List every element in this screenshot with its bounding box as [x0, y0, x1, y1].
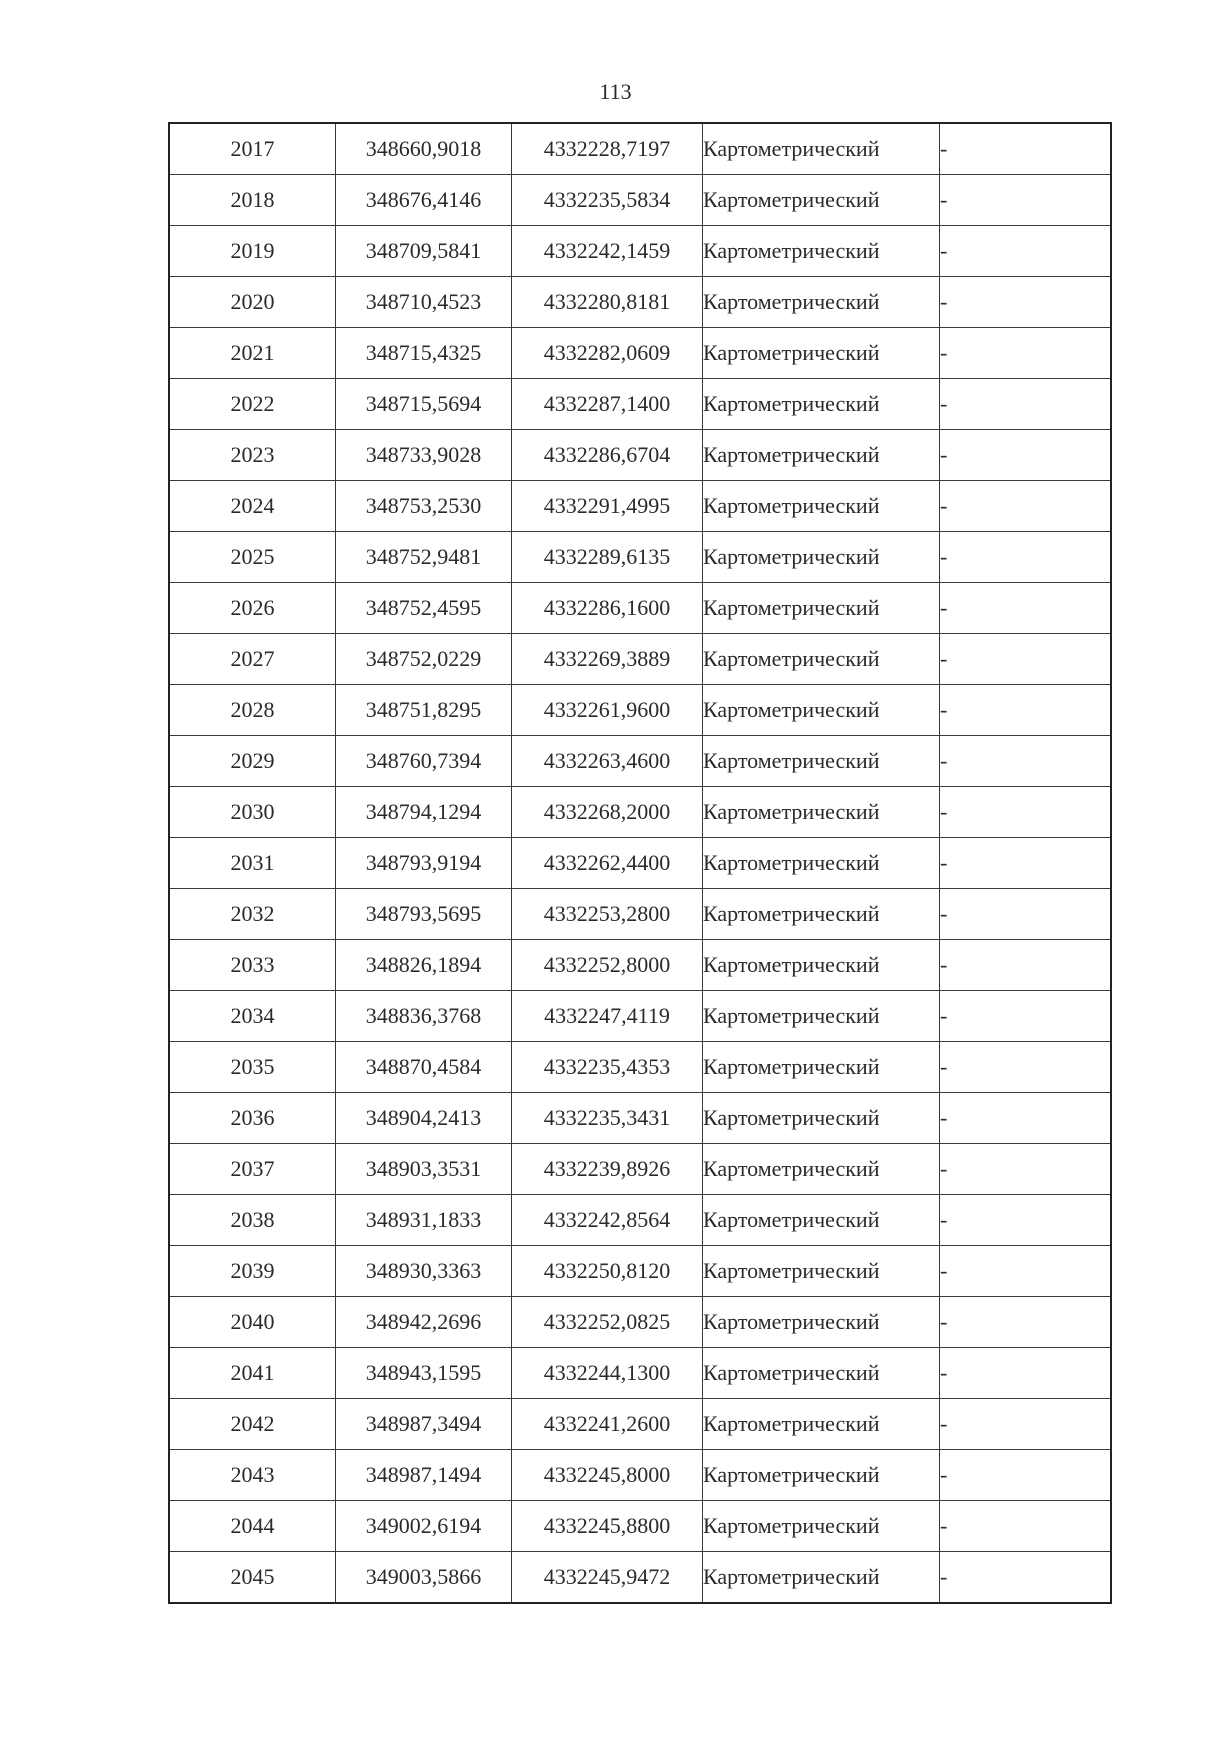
error-cell: -	[940, 175, 1112, 226]
method-cell: Картометрический	[703, 736, 940, 787]
coordinates-table-body	[169, 123, 1111, 1603]
y-coordinate-cell: 4332235,5834	[512, 175, 703, 226]
x-coordinate-cell: 348710,4523	[336, 277, 512, 328]
x-coordinate-cell: 348760,7394	[336, 736, 512, 787]
y-coordinate-cell: 4332245,8000	[512, 1450, 703, 1501]
table-row	[169, 940, 1111, 991]
point-number-cell: 2018	[169, 175, 336, 226]
error-cell: -	[940, 277, 1112, 328]
x-coordinate-cell: 348836,3768	[336, 991, 512, 1042]
x-coordinate-cell: 348794,1294	[336, 787, 512, 838]
x-coordinate-cell: 348793,5695	[336, 889, 512, 940]
y-coordinate-cell: 4332286,1600	[512, 583, 703, 634]
method-cell: Картометрический	[703, 1144, 940, 1195]
error-cell: -	[940, 1501, 1112, 1552]
x-coordinate-cell: 348826,1894	[336, 940, 512, 991]
method-cell: Картометрический	[703, 1195, 940, 1246]
table-row	[169, 328, 1111, 379]
method-cell: Картометрический	[703, 1297, 940, 1348]
x-coordinate-cell: 348870,4584	[336, 1042, 512, 1093]
point-number-cell: 2035	[169, 1042, 336, 1093]
x-coordinate-cell: 348903,3531	[336, 1144, 512, 1195]
x-coordinate-cell: 348751,8295	[336, 685, 512, 736]
table-row	[169, 1552, 1111, 1604]
x-coordinate-cell: 348987,3494	[336, 1399, 512, 1450]
point-number-cell: 2042	[169, 1399, 336, 1450]
method-cell: Картометрический	[703, 787, 940, 838]
y-coordinate-cell: 4332239,8926	[512, 1144, 703, 1195]
point-number-cell: 2031	[169, 838, 336, 889]
error-cell: -	[940, 1093, 1112, 1144]
x-coordinate-cell: 348709,5841	[336, 226, 512, 277]
point-number-cell: 2038	[169, 1195, 336, 1246]
y-coordinate-cell: 4332289,6135	[512, 532, 703, 583]
error-cell: -	[940, 1399, 1112, 1450]
method-cell: Картометрический	[703, 634, 940, 685]
error-cell: -	[940, 379, 1112, 430]
method-cell: Картометрический	[703, 838, 940, 889]
error-cell: -	[940, 787, 1112, 838]
table-row	[169, 1246, 1111, 1297]
table-row	[169, 1297, 1111, 1348]
table-row	[169, 1195, 1111, 1246]
point-number-cell: 2036	[169, 1093, 336, 1144]
x-coordinate-cell: 348904,2413	[336, 1093, 512, 1144]
table-row	[169, 583, 1111, 634]
table-row	[169, 1042, 1111, 1093]
method-cell: Картометрический	[703, 889, 940, 940]
y-coordinate-cell: 4332228,7197	[512, 123, 703, 175]
x-coordinate-cell: 348930,3363	[336, 1246, 512, 1297]
error-cell: -	[940, 1450, 1112, 1501]
error-cell: -	[940, 991, 1112, 1042]
error-cell: -	[940, 889, 1112, 940]
y-coordinate-cell: 4332242,1459	[512, 226, 703, 277]
x-coordinate-cell: 348987,1494	[336, 1450, 512, 1501]
table-row	[169, 1144, 1111, 1195]
method-cell: Картометрический	[703, 481, 940, 532]
y-coordinate-cell: 4332287,1400	[512, 379, 703, 430]
x-coordinate-cell: 348715,4325	[336, 328, 512, 379]
table-row	[169, 1093, 1111, 1144]
method-cell: Картометрический	[703, 685, 940, 736]
x-coordinate-cell: 349003,5866	[336, 1552, 512, 1604]
table-row	[169, 736, 1111, 787]
y-coordinate-cell: 4332286,6704	[512, 430, 703, 481]
error-cell: -	[940, 736, 1112, 787]
point-number-cell: 2044	[169, 1501, 336, 1552]
error-cell: -	[940, 532, 1112, 583]
point-number-cell: 2040	[169, 1297, 336, 1348]
y-coordinate-cell: 4332282,0609	[512, 328, 703, 379]
y-coordinate-cell: 4332245,9472	[512, 1552, 703, 1604]
y-coordinate-cell: 4332244,1300	[512, 1348, 703, 1399]
table-row	[169, 123, 1111, 175]
point-number-cell: 2025	[169, 532, 336, 583]
x-coordinate-cell: 349002,6194	[336, 1501, 512, 1552]
y-coordinate-cell: 4332261,9600	[512, 685, 703, 736]
table-row	[169, 277, 1111, 328]
error-cell: -	[940, 1348, 1112, 1399]
table-row	[169, 787, 1111, 838]
table-row	[169, 1348, 1111, 1399]
table-row	[169, 991, 1111, 1042]
method-cell: Картометрический	[703, 583, 940, 634]
method-cell: Картометрический	[703, 123, 940, 175]
method-cell: Картометрический	[703, 1450, 940, 1501]
x-coordinate-cell: 348793,9194	[336, 838, 512, 889]
point-number-cell: 2017	[169, 123, 336, 175]
error-cell: -	[940, 226, 1112, 277]
method-cell: Картометрический	[703, 532, 940, 583]
y-coordinate-cell: 4332268,2000	[512, 787, 703, 838]
point-number-cell: 2022	[169, 379, 336, 430]
point-number-cell: 2045	[169, 1552, 336, 1604]
method-cell: Картометрический	[703, 175, 940, 226]
error-cell: -	[940, 634, 1112, 685]
point-number-cell: 2023	[169, 430, 336, 481]
point-number-cell: 2028	[169, 685, 336, 736]
method-cell: Картометрический	[703, 226, 940, 277]
error-cell: -	[940, 685, 1112, 736]
y-coordinate-cell: 4332247,4119	[512, 991, 703, 1042]
point-number-cell: 2030	[169, 787, 336, 838]
method-cell: Картометрический	[703, 991, 940, 1042]
y-coordinate-cell: 4332253,2800	[512, 889, 703, 940]
y-coordinate-cell: 4332252,0825	[512, 1297, 703, 1348]
method-cell: Картометрический	[703, 1552, 940, 1604]
x-coordinate-cell: 348752,4595	[336, 583, 512, 634]
y-coordinate-cell: 4332235,4353	[512, 1042, 703, 1093]
x-coordinate-cell: 348676,4146	[336, 175, 512, 226]
table-row	[169, 481, 1111, 532]
y-coordinate-cell: 4332235,3431	[512, 1093, 703, 1144]
error-cell: -	[940, 1297, 1112, 1348]
method-cell: Картометрический	[703, 328, 940, 379]
table-row	[169, 1501, 1111, 1552]
method-cell: Картометрический	[703, 1501, 940, 1552]
error-cell: -	[940, 481, 1112, 532]
table-row	[169, 379, 1111, 430]
table-row	[169, 1399, 1111, 1450]
x-coordinate-cell: 348660,9018	[336, 123, 512, 175]
point-number-cell: 2026	[169, 583, 336, 634]
x-coordinate-cell: 348931,1833	[336, 1195, 512, 1246]
table-row	[169, 889, 1111, 940]
point-number-cell: 2019	[169, 226, 336, 277]
point-number-cell: 2037	[169, 1144, 336, 1195]
error-cell: -	[940, 430, 1112, 481]
x-coordinate-cell: 348752,9481	[336, 532, 512, 583]
method-cell: Картометрический	[703, 1246, 940, 1297]
point-number-cell: 2020	[169, 277, 336, 328]
x-coordinate-cell: 348715,5694	[336, 379, 512, 430]
table-row	[169, 430, 1111, 481]
table-row	[169, 175, 1111, 226]
page-number: 113	[599, 79, 632, 104]
point-number-cell: 2021	[169, 328, 336, 379]
method-cell: Картометрический	[703, 430, 940, 481]
error-cell: -	[940, 1246, 1112, 1297]
point-number-cell: 2032	[169, 889, 336, 940]
y-coordinate-cell: 4332242,8564	[512, 1195, 703, 1246]
table-row	[169, 532, 1111, 583]
method-cell: Картометрический	[703, 1093, 940, 1144]
point-number-cell: 2033	[169, 940, 336, 991]
point-number-cell: 2041	[169, 1348, 336, 1399]
table-row	[169, 1450, 1111, 1501]
error-cell: -	[940, 940, 1112, 991]
point-number-cell: 2039	[169, 1246, 336, 1297]
y-coordinate-cell: 4332262,4400	[512, 838, 703, 889]
y-coordinate-cell: 4332269,3889	[512, 634, 703, 685]
error-cell: -	[940, 838, 1112, 889]
error-cell: -	[940, 583, 1112, 634]
error-cell: -	[940, 1144, 1112, 1195]
table-row	[169, 838, 1111, 889]
y-coordinate-cell: 4332245,8800	[512, 1501, 703, 1552]
y-coordinate-cell: 4332241,2600	[512, 1399, 703, 1450]
coordinates-table	[168, 122, 1112, 1604]
error-cell: -	[940, 1552, 1112, 1604]
x-coordinate-cell: 348943,1595	[336, 1348, 512, 1399]
method-cell: Картометрический	[703, 379, 940, 430]
error-cell: -	[940, 1042, 1112, 1093]
y-coordinate-cell: 4332263,4600	[512, 736, 703, 787]
point-number-cell: 2029	[169, 736, 336, 787]
y-coordinate-cell: 4332291,4995	[512, 481, 703, 532]
point-number-cell: 2027	[169, 634, 336, 685]
y-coordinate-cell: 4332280,8181	[512, 277, 703, 328]
method-cell: Картометрический	[703, 1348, 940, 1399]
method-cell: Картометрический	[703, 1399, 940, 1450]
table-row	[169, 685, 1111, 736]
error-cell: -	[940, 328, 1112, 379]
point-number-cell: 2034	[169, 991, 336, 1042]
point-number-cell: 2043	[169, 1450, 336, 1501]
method-cell: Картометрический	[703, 277, 940, 328]
y-coordinate-cell: 4332252,8000	[512, 940, 703, 991]
x-coordinate-cell: 348752,0229	[336, 634, 512, 685]
x-coordinate-cell: 348942,2696	[336, 1297, 512, 1348]
point-number-cell: 2024	[169, 481, 336, 532]
error-cell: -	[940, 123, 1112, 175]
x-coordinate-cell: 348733,9028	[336, 430, 512, 481]
table-row	[169, 634, 1111, 685]
error-cell: -	[940, 1195, 1112, 1246]
method-cell: Картометрический	[703, 940, 940, 991]
method-cell: Картометрический	[703, 1042, 940, 1093]
x-coordinate-cell: 348753,2530	[336, 481, 512, 532]
y-coordinate-cell: 4332250,8120	[512, 1246, 703, 1297]
table-row	[169, 226, 1111, 277]
